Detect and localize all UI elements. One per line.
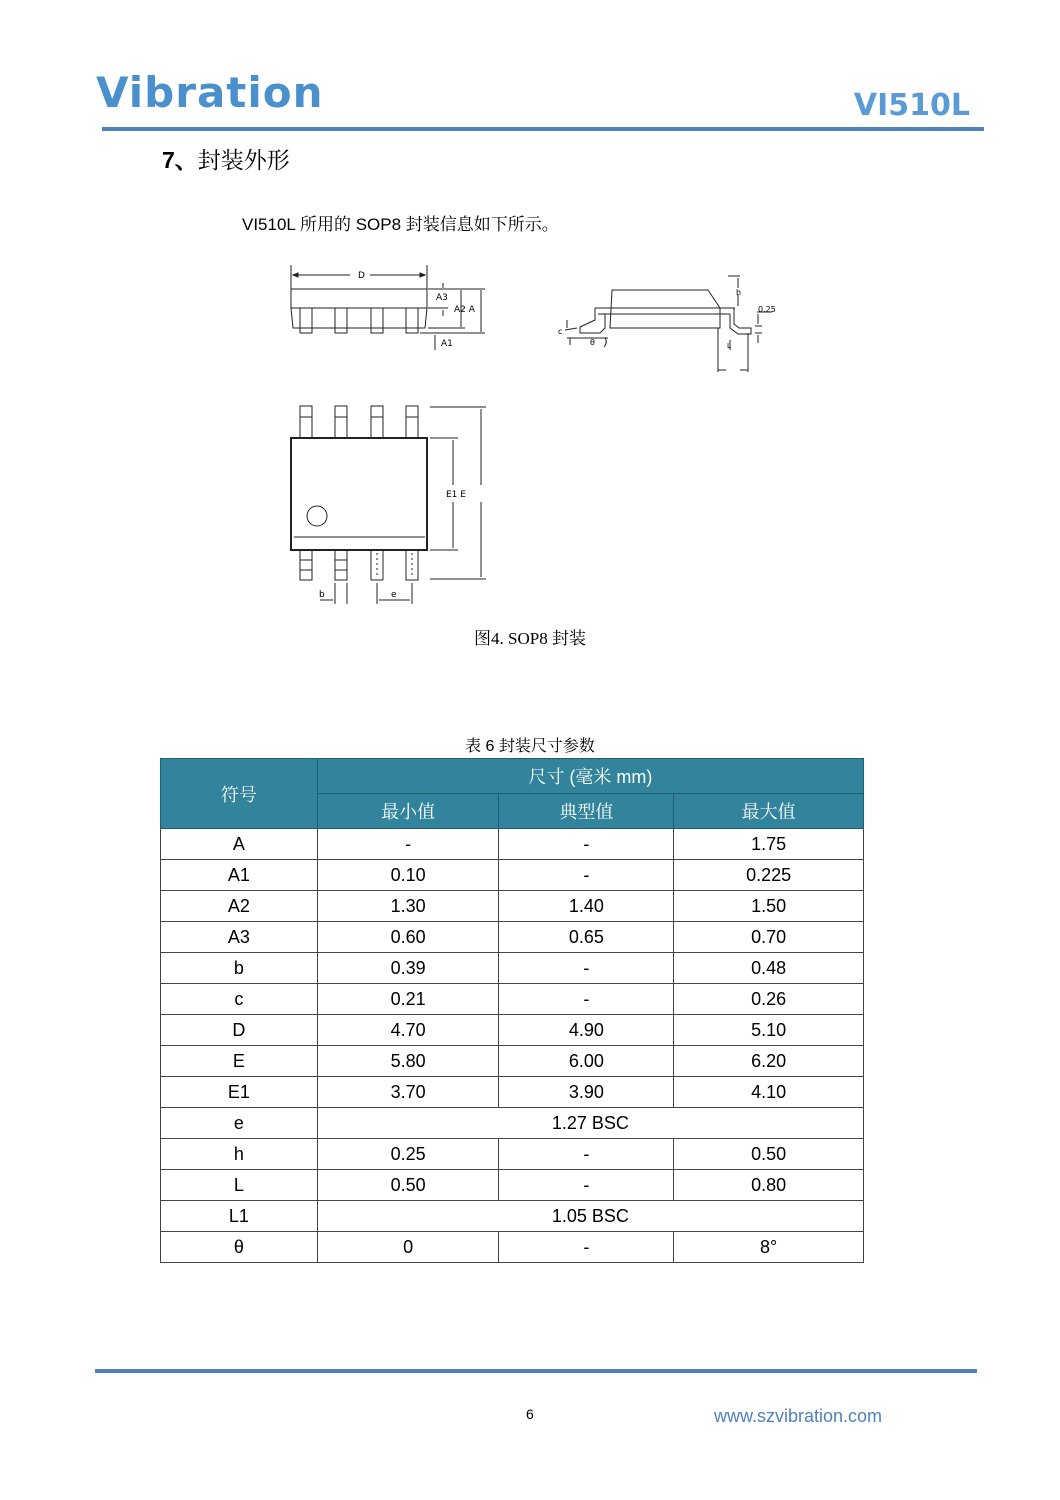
cell-typ: 6.00 [499, 1046, 674, 1077]
cell-symbol: e [161, 1108, 318, 1139]
cell-typ: - [499, 829, 674, 860]
cell-max: 4.10 [674, 1077, 864, 1108]
cell-typ: - [499, 1232, 674, 1263]
table-row [161, 1108, 864, 1139]
cell-max: 6.20 [674, 1046, 864, 1077]
cell-typ: - [499, 953, 674, 984]
label-A1: A1 [441, 339, 453, 349]
cell-typ: 0.65 [499, 922, 674, 953]
table-row [161, 1077, 864, 1108]
model-title: VI510L [853, 88, 970, 123]
cell-symbol: b [161, 953, 318, 984]
table-row [161, 984, 864, 1015]
cell-symbol: A1 [161, 860, 318, 891]
vibration-logo: Vibration [96, 68, 324, 117]
cell-min: 3.70 [317, 1077, 499, 1108]
header-typ: 典型值 [499, 794, 674, 829]
cell-symbol: D [161, 1015, 318, 1046]
header-max: 最大值 [674, 794, 864, 829]
header-divider [102, 127, 984, 131]
cell-min: 0.10 [317, 860, 499, 891]
cell-symbol: c [161, 984, 318, 1015]
cell-max: 1.75 [674, 829, 864, 860]
cell-max: 0.26 [674, 984, 864, 1015]
cell-min: 4.70 [317, 1015, 499, 1046]
label-A2A: A2 A [454, 305, 475, 315]
cell-max: 0.70 [674, 922, 864, 953]
table-row [161, 1046, 864, 1077]
label-L: L [727, 342, 731, 350]
cell-min: - [317, 829, 499, 860]
header-symbol: 符号 [161, 759, 318, 829]
cell-max: 0.48 [674, 953, 864, 984]
table-row [161, 1232, 864, 1263]
cell-symbol: E1 [161, 1077, 318, 1108]
label-A3: A3 [436, 293, 448, 303]
cell-symbol: E [161, 1046, 318, 1077]
cell-min: 1.30 [317, 891, 499, 922]
table-row [161, 953, 864, 984]
intro-text: VI510L 所用的 SOP8 封装信息如下所示。 [242, 215, 559, 234]
header-dimensions: 尺寸 (毫米 mm) [317, 759, 863, 794]
table-row [161, 1015, 864, 1046]
cell-typ: 3.90 [499, 1077, 674, 1108]
table-row [161, 1170, 864, 1201]
section-heading [162, 142, 290, 175]
package-front-view [280, 262, 500, 357]
table-row [161, 829, 864, 860]
label-e: e [391, 590, 397, 600]
table-row [161, 1139, 864, 1170]
label-E1E: E1 E [446, 490, 466, 500]
label-D: D [358, 271, 365, 281]
package-side-view [550, 268, 790, 378]
cell-max: 0.225 [674, 860, 864, 891]
cell-symbol: A3 [161, 922, 318, 953]
cell-min: 5.80 [317, 1046, 499, 1077]
cell-max: 5.10 [674, 1015, 864, 1046]
table-row [161, 922, 864, 953]
table-caption: 表 6 封装尺寸参数 [465, 738, 595, 755]
cell-typ: - [499, 984, 674, 1015]
footer-divider [95, 1369, 977, 1373]
cell-min: 0.21 [317, 984, 499, 1015]
cell-max: 1.50 [674, 891, 864, 922]
cell-symbol: L1 [161, 1201, 318, 1232]
website-link[interactable]: www.szvibration.com [714, 1406, 883, 1426]
cell-typ: - [499, 1170, 674, 1201]
label-b: b [319, 590, 325, 600]
table-row [161, 860, 864, 891]
section-title: 封装外形 [197, 147, 290, 173]
page-number: 6 [526, 1406, 534, 1422]
cell-typ: 1.40 [499, 891, 674, 922]
cell-bsc-value: 1.05 BSC [317, 1201, 863, 1232]
cell-symbol: L [161, 1170, 318, 1201]
cell-min: 0.60 [317, 922, 499, 953]
cell-typ: - [499, 860, 674, 891]
cell-min: 0.50 [317, 1170, 499, 1201]
table-row [161, 1201, 864, 1232]
cell-symbol: A [161, 829, 318, 860]
cell-symbol: A2 [161, 891, 318, 922]
cell-min: 0.25 [317, 1139, 499, 1170]
cell-min: 0 [317, 1232, 499, 1263]
section-number: 7、 [162, 147, 198, 173]
label-0-25: 0.25 [758, 305, 776, 314]
cell-bsc-value: 1.27 BSC [317, 1108, 863, 1139]
cell-max: 0.80 [674, 1170, 864, 1201]
cell-typ: - [499, 1139, 674, 1170]
cell-typ: 4.90 [499, 1015, 674, 1046]
cell-max: 0.50 [674, 1139, 864, 1170]
label-c: c [558, 327, 563, 336]
cell-min: 0.39 [317, 953, 499, 984]
label-h: h [736, 288, 742, 297]
cell-symbol: θ [161, 1232, 318, 1263]
table-row [161, 891, 864, 922]
cell-max: 8° [674, 1232, 864, 1263]
dimensions-table [160, 758, 864, 1263]
header-min: 最小值 [317, 794, 499, 829]
label-theta: θ [590, 338, 595, 347]
package-top-view [280, 400, 500, 610]
figure-caption: 图4. SOP8 封装 [474, 629, 586, 648]
cell-symbol: h [161, 1139, 318, 1170]
